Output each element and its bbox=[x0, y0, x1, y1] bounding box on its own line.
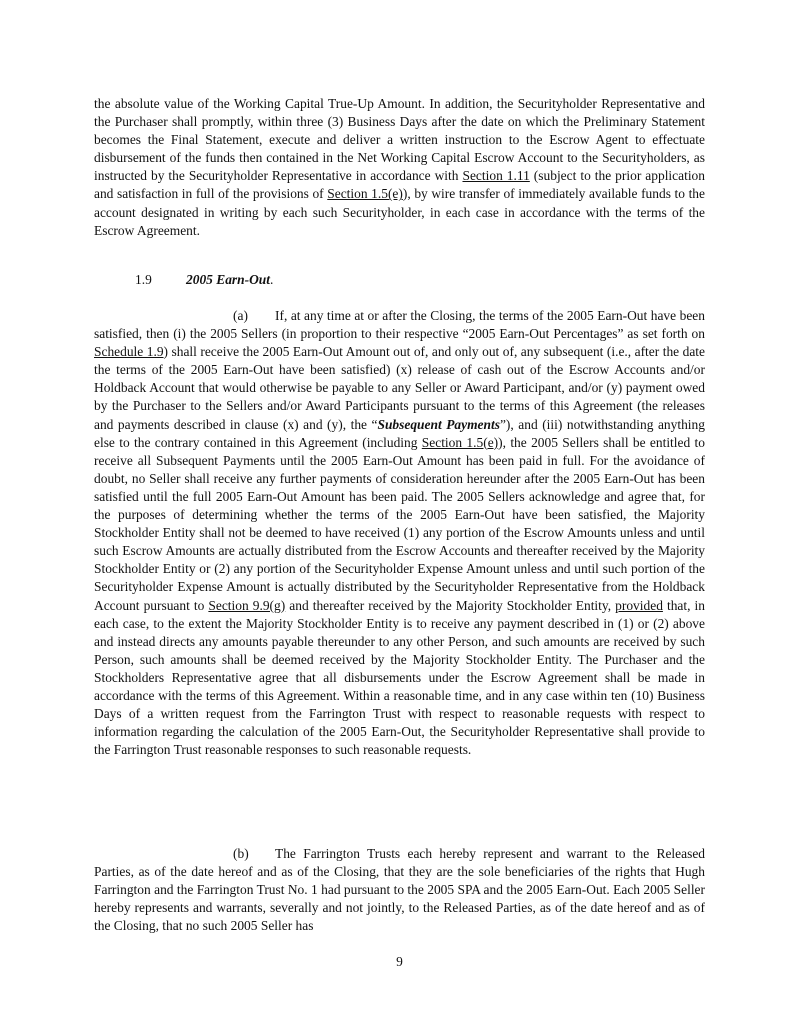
text: The Farrington Trusts each hereby represent and warrant to the Released Parties, as of the date hereof and as of the Closing, that they are the sole beneficiaries of the rights that Hugh Farrington and the Farrington Trust No. 1 had pursuant to the 2005 SPA and the 2005 Earn-Out. Each 2005 Seller hereby represents and warrants, severally and not jointly, to the Released Parties, as of the date hereof and as of the Closing, that no such 2005 Seller has bbox=[94, 846, 705, 934]
text: (subject to the prior application and satisfaction in full of the provisions of bbox=[94, 168, 705, 202]
section-title: 2005 Earn-Out bbox=[186, 272, 271, 287]
section-heading bbox=[135, 271, 695, 289]
schedule-reference: Schedule 1.9 bbox=[94, 344, 164, 360]
section-reference: Section 9.9(g) bbox=[208, 597, 286, 613]
text: ), by wire transfer of immediately available funds to the account designated in writing by each such Securityholder, in each case in accordance with the terms of the Escrow Agreement. bbox=[94, 186, 705, 238]
provided-term: provided bbox=[615, 597, 663, 613]
paragraph-a bbox=[94, 307, 705, 759]
section-number: 1.9 bbox=[135, 272, 152, 287]
text: ), the 2005 Sellers shall be entitled to receive all Subsequent Payments until the 2005 Earn-Out Amount has been paid in full. For the avoidance of doubt, no Seller shall receive any further payments of consideration hereunder after the 2005 Earn-Out has been satisfied until the full 2005 Earn-Out Amount has been paid. The 2005 Sellers acknowledge and agree that, for the purposes of determining whether the terms of the 2005 Earn-Out have been satisfied, the Majority Stockholder Entity shall not be deemed to have received (1) any portion of the Escrow Amounts unless and until such Escrow Amounts are actually distributed from the Escrow Accounts and thereafter received by the Majority Stockholder Entity or (2) any portion of the Securityholder Expense Amount unless and until such portion of the Securityholder Expense Amount is actually distributed by the Securityholder Representative from the Holdback Account pursuant to bbox=[94, 434, 705, 613]
section-reference: Section 1.11 bbox=[462, 168, 530, 184]
section-reference: Section 1.5(e) bbox=[421, 434, 499, 450]
section-reference: Section 1.5(e) bbox=[327, 186, 403, 202]
text: the absolute value of the Working Capital True-Up Amount. In addition, the Securityholder Representative and the Purchaser shall promptly, within three (3) Business Days after the date on which the Preliminary Statement becomes the Final Statement, execute and deliver a written instruction to the Escrow Agent to effectuate disbursement of the funds then contained in the Net Working Capital Escrow Account to the Securityholders, as instructed by the Securityholder Representative in accordance with bbox=[94, 96, 705, 184]
text: that, in each case, to the extent the Majority Stockholder Entity is to receive any payment described in (1) or (2) above and instead directs any amounts payable thereunder to any other Person, and such amounts are received by such Person, such amounts shall be deemed received by the Majority Stockholder Entity. The Purchaser and the Stockholders Representative agree that all disbursements under the Escrow Agreement shall be made in accordance with the terms of this Agreement. Within a reasonable time, and in any case within ten (10) Business Days of a written request from the Farrington Trust with respect to reasonable requests with respect to information regarding the calculation of the 2005 Earn-Out, the Securityholder Representative shall provide to the Farrington Trust reasonable responses to such reasonable requests. bbox=[94, 597, 705, 758]
page-number: 9 bbox=[396, 954, 403, 969]
text: and thereafter received by the Majority Stockholder Entity, bbox=[285, 597, 616, 613]
subsection-label: (a) bbox=[233, 308, 248, 323]
section-title-period: . bbox=[270, 272, 274, 287]
text: ”), and (iii) notwithstanding anything else to the contrary contained in this Agreement (including bbox=[94, 416, 705, 450]
paragraph-1-8-continuation bbox=[94, 95, 705, 240]
defined-term: Subsequent Payments bbox=[377, 416, 500, 432]
text: ) shall receive the 2005 Earn-Out Amount out of, and only out of, any subsequent (i.e., after the date the terms of the 2005 Earn-Out have been satisfied) (x) release of cash out of the Escrow Accounts and/or Holdback Account that would otherwise be payable to any Seller or Award Participant, and/or (y) payment owed by the Purchaser to the Sellers and/or Award Participants pursuant to the terms of this Agreement (the releases and payments described in clause (x) and (y), the “ bbox=[94, 344, 705, 432]
paragraph-b bbox=[94, 845, 705, 935]
subsection-label: (b) bbox=[233, 846, 249, 861]
text: If, at any time at or after the Closing, the terms of the 2005 Earn-Out have been satisfied, then (i) the 2005 Sellers (in proportion to their respective “2005 Earn-Out Percentages” as set forth on bbox=[94, 308, 705, 342]
